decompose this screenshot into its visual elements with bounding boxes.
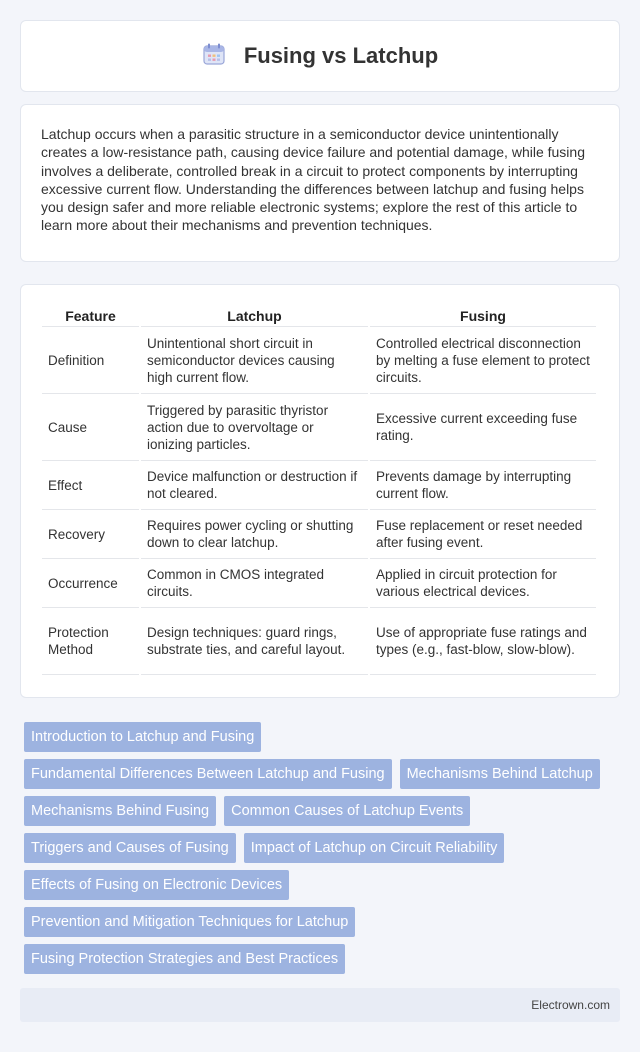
- table-row: [42, 510, 596, 559]
- column-header: Fusing: [370, 305, 596, 327]
- column-header: Feature: [42, 305, 139, 327]
- topic-link[interactable]: Impact of Latchup on Circuit Reliability: [244, 833, 505, 863]
- table-row: [42, 461, 596, 510]
- topic-link[interactable]: Triggers and Causes of Fusing: [24, 833, 236, 863]
- topic-link[interactable]: Mechanisms Behind Fusing: [24, 796, 216, 826]
- topic-link[interactable]: Common Causes of Latchup Events: [224, 796, 470, 826]
- footer-site-name: Electrown.com: [531, 998, 610, 1012]
- topic-link[interactable]: Fusing Protection Strategies and Best Practices: [24, 944, 345, 974]
- table-cell: Triggered by parasitic thyristor action due to overvoltage or ionizing particles.: [141, 394, 368, 461]
- table-row: [42, 559, 596, 608]
- footer: [20, 988, 620, 1022]
- page-title: Fusing vs Latchup: [243, 43, 439, 68]
- table-cell: Device malfunction or destruction if not cleared.: [141, 461, 368, 510]
- table-cell: Cause: [42, 394, 139, 461]
- table-cell: Excessive current exceeding fuse rating.: [370, 394, 596, 461]
- table-cell: Controlled electrical disconnection by melting a fuse element to protect circuits.: [370, 327, 596, 394]
- calendar-icon: [202, 42, 226, 71]
- topic-link[interactable]: Fundamental Differences Between Latchup and Fusing: [24, 759, 392, 789]
- table-cell: Unintentional short circuit in semiconductor devices causing high current flow.: [141, 327, 368, 394]
- table-header-row: [42, 305, 596, 327]
- table-cell: Applied in circuit protection for various electrical devices.: [370, 559, 596, 608]
- table-cell: Prevents damage by interrupting current flow.: [370, 461, 596, 510]
- table-cell: Definition: [42, 327, 139, 394]
- table-cell: Effect: [42, 461, 139, 510]
- topic-link[interactable]: Introduction to Latchup and Fusing: [24, 722, 261, 752]
- table-row: [42, 327, 596, 394]
- table-cell: Common in CMOS integrated circuits.: [141, 559, 368, 608]
- table-cell: Use of appropriate fuse ratings and types (e.g., fast-blow, slow-blow).: [370, 608, 596, 675]
- topic-link[interactable]: Prevention and Mitigation Techniques for Latchup: [24, 907, 355, 937]
- table-cell: Occurrence: [42, 559, 139, 608]
- table-cell: Design techniques: guard rings, substrate ties, and careful layout.: [141, 608, 368, 675]
- table-cell: Requires power cycling or shutting down to clear latchup.: [141, 510, 368, 559]
- table-row: [42, 394, 596, 461]
- table-cell: Protection Method: [42, 608, 139, 675]
- header-card: [20, 20, 620, 92]
- table-row: [42, 608, 596, 675]
- topic-link[interactable]: Effects of Fusing on Electronic Devices: [24, 870, 289, 900]
- table-cell: Fuse replacement or reset needed after fusing event.: [370, 510, 596, 559]
- table-cell: Recovery: [42, 510, 139, 559]
- intro-card: [20, 104, 620, 262]
- topic-link[interactable]: Mechanisms Behind Latchup: [400, 759, 600, 789]
- intro-paragraph: Latchup occurs when a parasitic structure in a semiconductor device unintentionally creates a low-resistance path, causing device failure and potential damage, while fusing involves a deliberate, controlled break in a circuit to protect components by interrupting excessive current flow. Understanding the differences between latchup and fusing helps you design safer and more reliable electronic systems; explore the rest of this article to learn more about their mechanisms and prevention techniques.: [41, 126, 585, 234]
- topic-links: [24, 722, 620, 974]
- comparison-table: [40, 305, 598, 675]
- comparison-table-card: [20, 284, 620, 698]
- column-header: Latchup: [141, 305, 368, 327]
